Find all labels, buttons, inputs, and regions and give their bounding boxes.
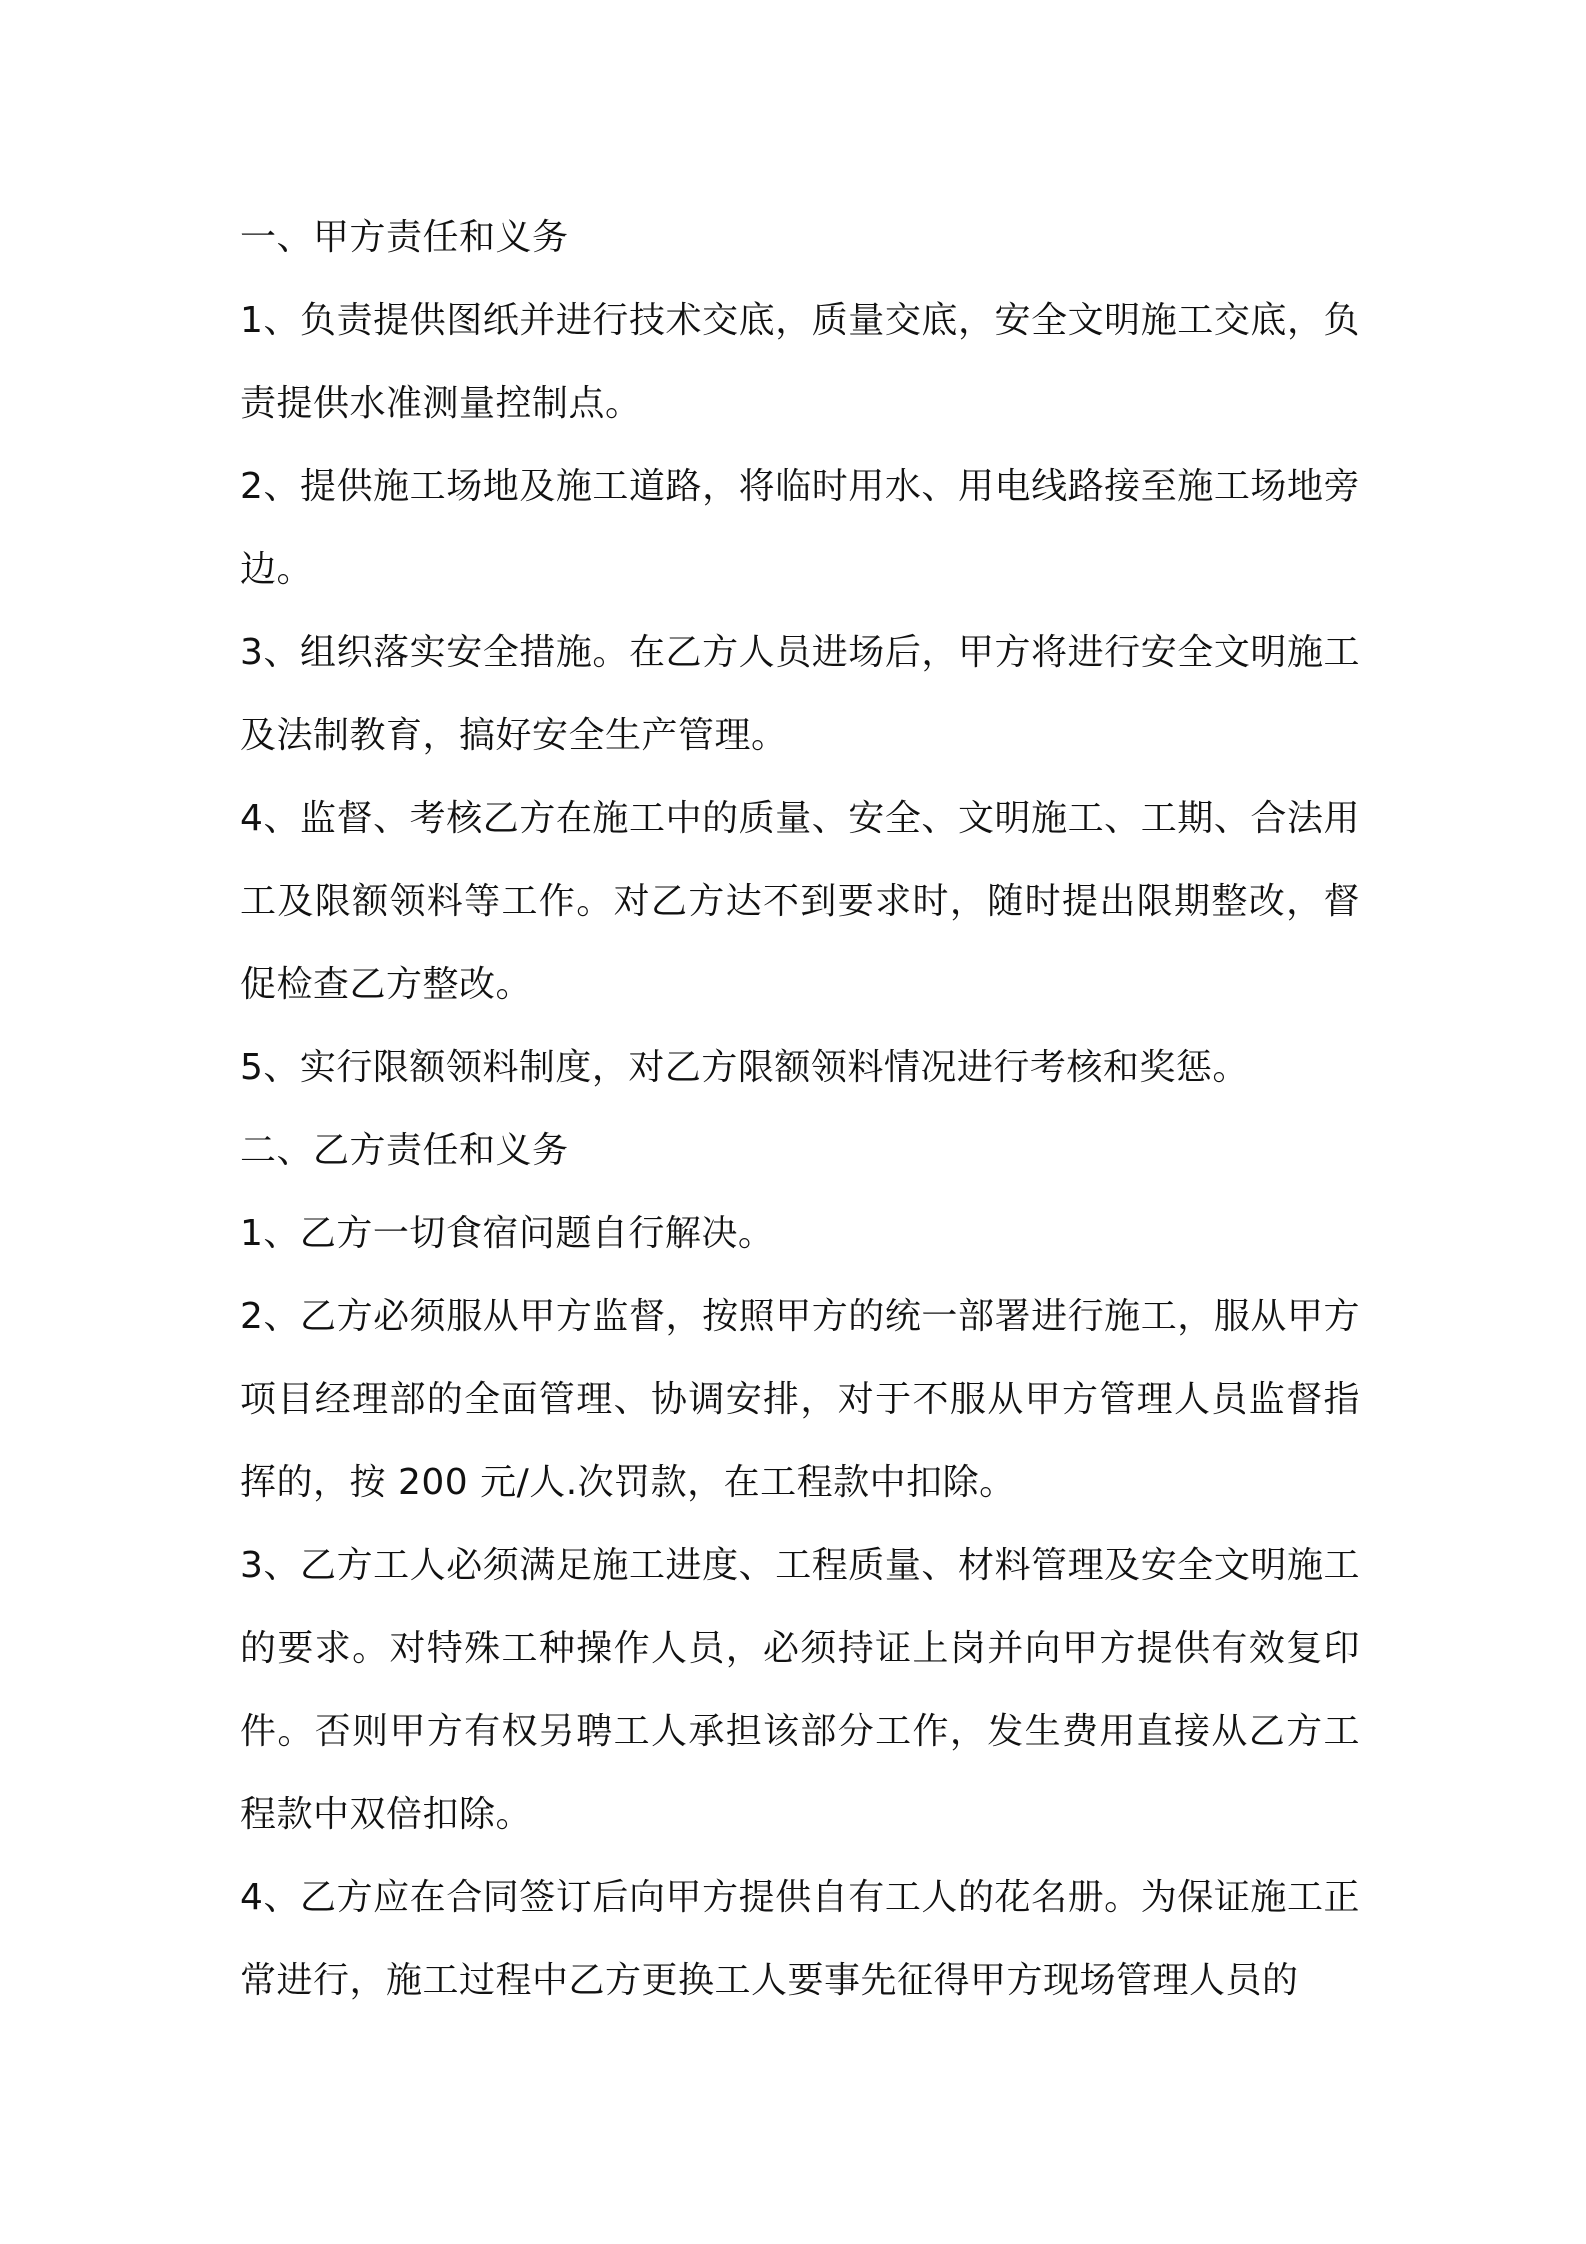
party-a-clause-4: 4、监督、考核乙方在施工中的质量、安全、文明施工、工期、合法用工及限额领料等工作。对乙方达不到要求时，随时提出限期整改，督促检查乙方整改。 [240,798,1360,1005]
party-b-clause-1: 1、乙方一切食宿问题自行解决。 [240,1213,775,1254]
party-a-clause-2: 2、提供施工场地及施工道路，将临时用水、用电线路接至施工场地旁边。 [240,466,1360,590]
document-body [240,196,1360,2022]
party-a-clause-1: 1、负责提供图纸并进行技术交底，质量交底，安全文明施工交底，负责提供水准测量控制点。 [240,300,1360,424]
section-heading-party-a: 一、甲方责任和义务 [240,217,569,258]
section-heading-party-b: 二、乙方责任和义务 [240,1130,569,1171]
party-b-clause-3: 3、乙方工人必须满足施工进度、工程质量、材料管理及安全文明施工的要求。对特殊工种操作人员，必须持证上岗并向甲方提供有效复印件。否则甲方有权另聘工人承担该部分工作，发生费用直接从乙方工程款中双倍扣除。 [240,1545,1360,1835]
party-a-clause-3: 3、组织落实安全措施。在乙方人员进场后，甲方将进行安全文明施工及法制教育，搞好安全生产管理。 [240,632,1360,756]
party-b-clause-4: 4、乙方应在合同签订后向甲方提供自有工人的花名册。为保证施工正常进行，施工过程中乙方更换工人要事先征得甲方现场管理人员的 [240,1877,1360,2001]
party-b-clause-2: 2、乙方必须服从甲方监督，按照甲方的统一部署进行施工，服从甲方项目经理部的全面管理、协调安排，对于不服从甲方管理人员监督指挥的，按 200 元/人.次罚款，在工程款中扣除。 [240,1296,1360,1503]
party-a-clause-5: 5、实行限额领料制度，对乙方限额领料情况进行考核和奖惩。 [240,1047,1249,1088]
